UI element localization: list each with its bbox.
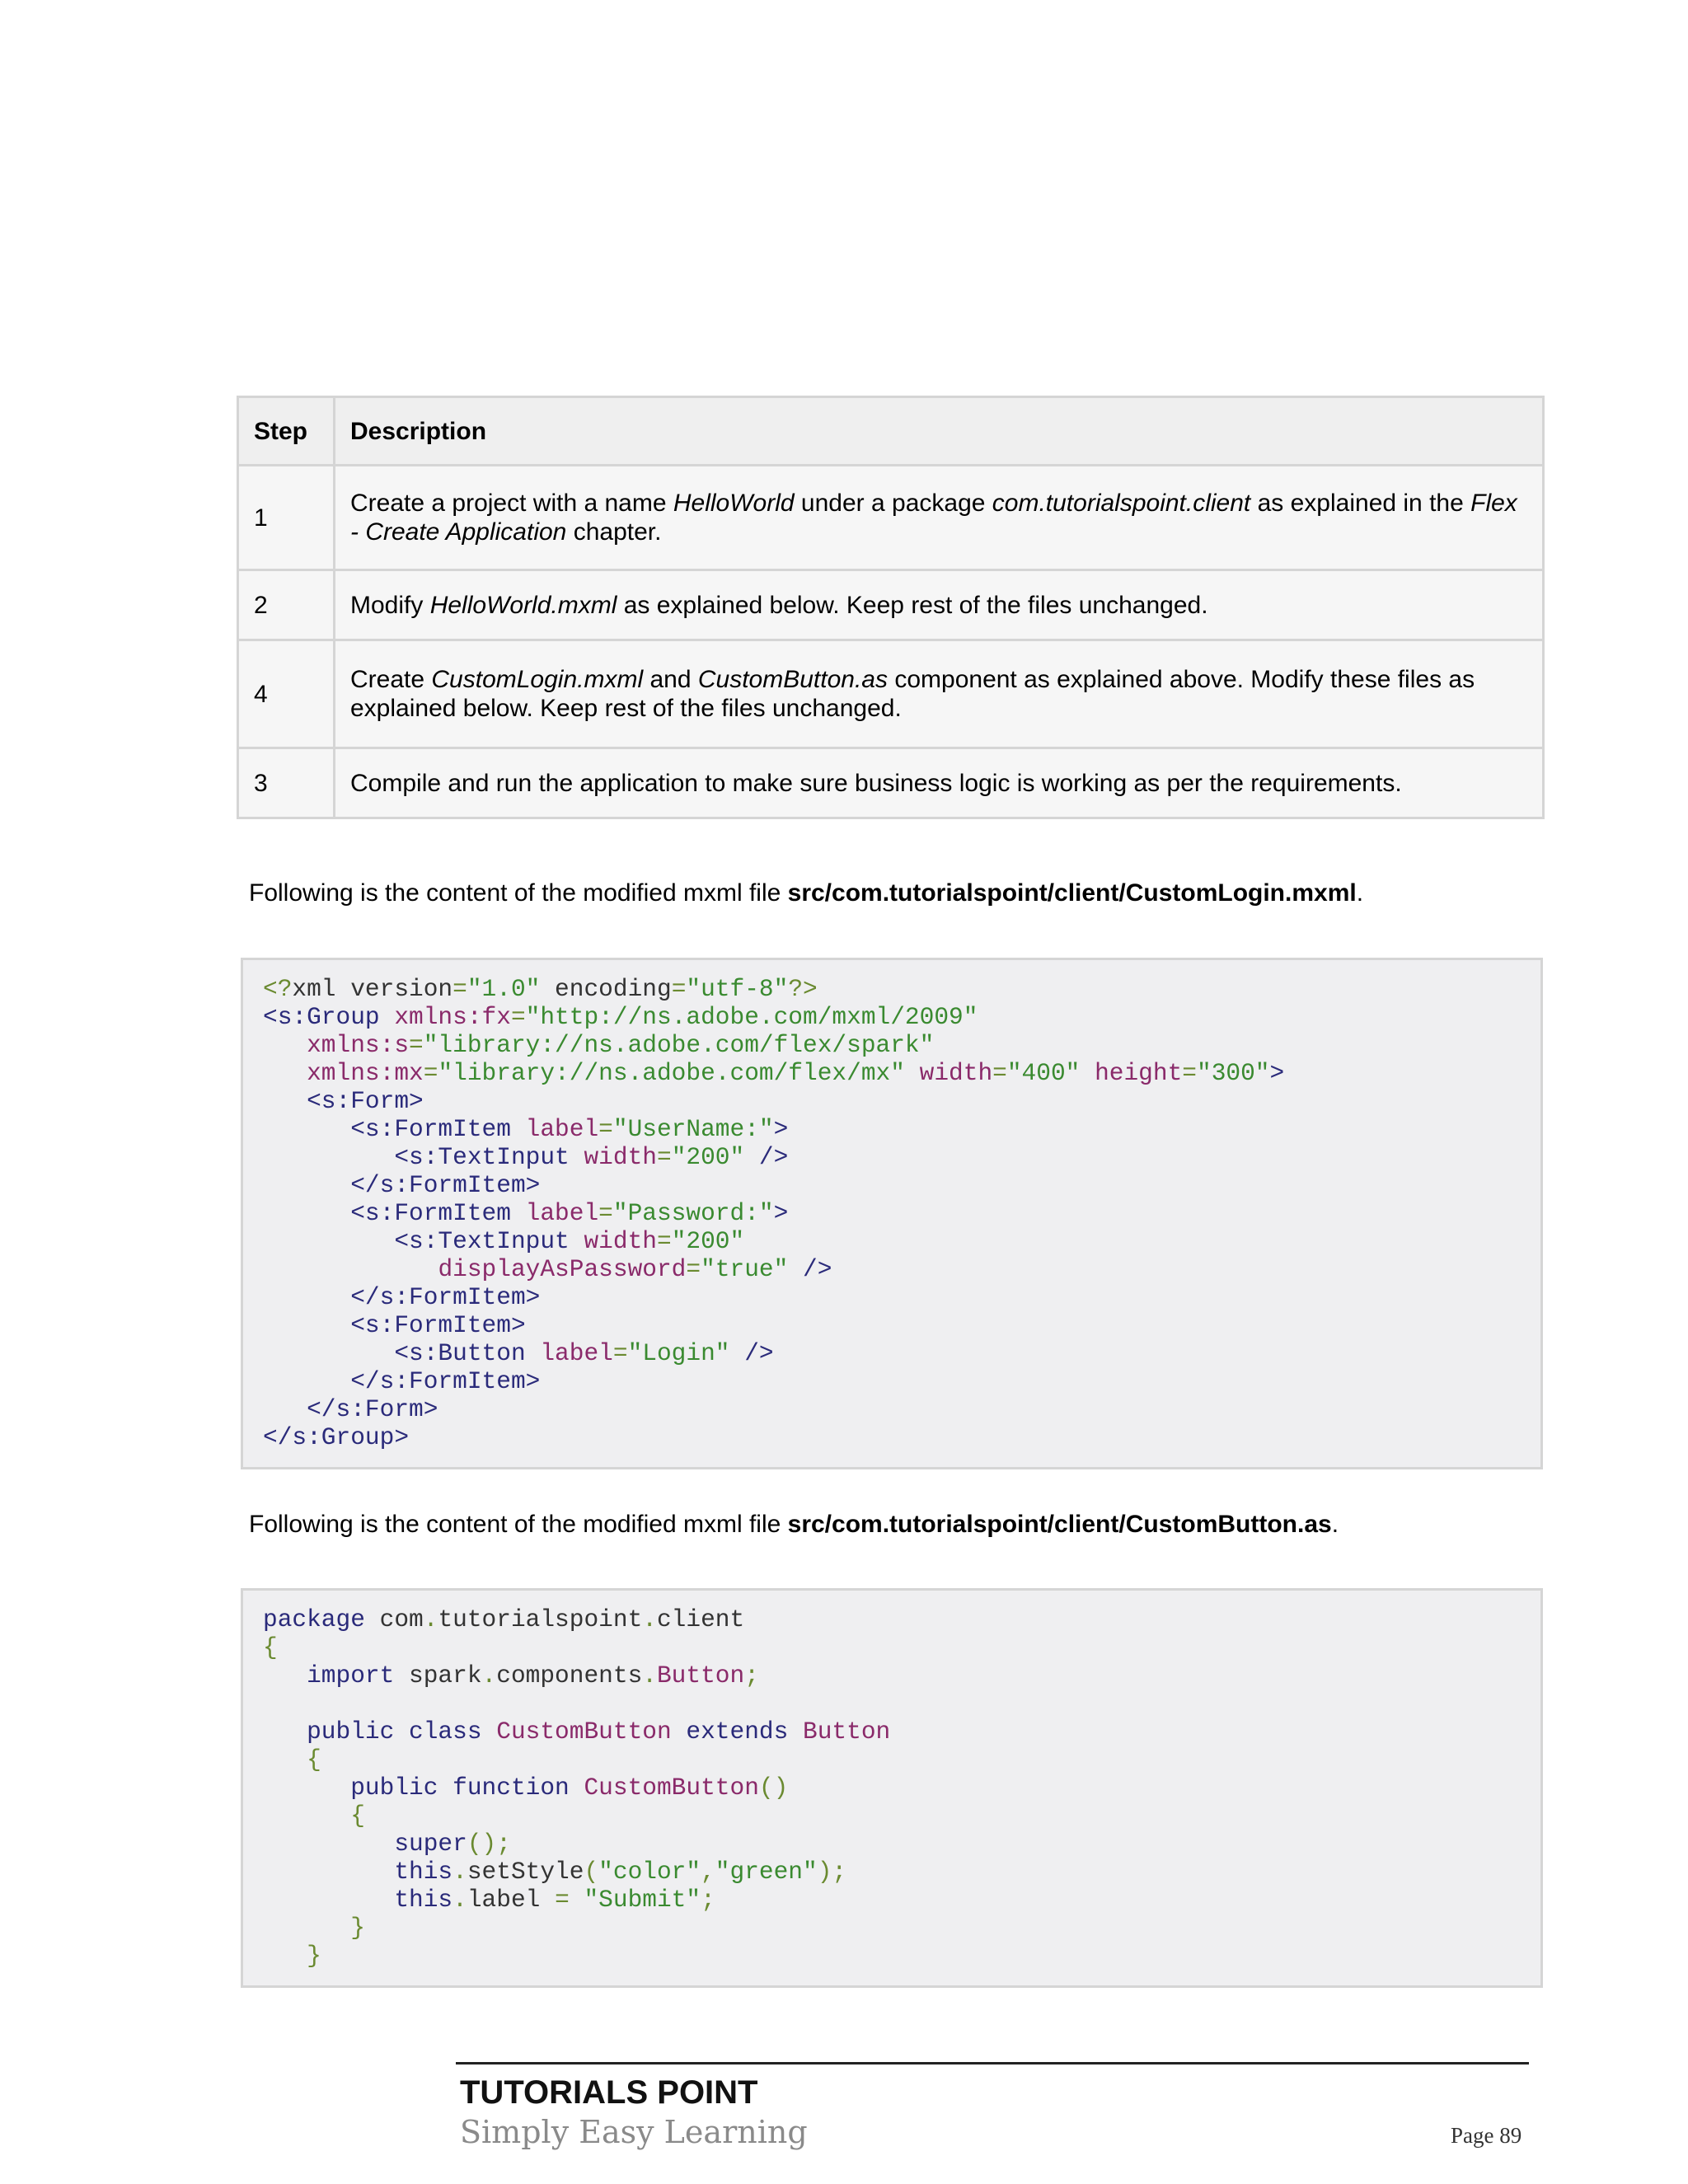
code-line: import spark.components.Button;	[307, 1661, 759, 1690]
code-line: public class CustomButton extends Button	[307, 1718, 891, 1746]
text-run: Compile and run the application to make sure business logic is working as per the requirements.	[350, 769, 1402, 797]
text-run: and	[643, 666, 698, 693]
text-run: as explained below. Keep rest of the files unchanged.	[617, 591, 1208, 619]
code-line: </s:FormItem>	[350, 1367, 541, 1395]
table-row	[238, 748, 1544, 818]
code-line: this.setStyle("color","green");	[394, 1858, 847, 1886]
step-description	[335, 640, 1544, 748]
header-description: Description	[335, 397, 1544, 466]
step-number: 3	[238, 748, 335, 818]
code-line: {	[350, 1802, 365, 1830]
custombutton-code-block	[241, 1588, 1543, 1988]
text-run: Create	[350, 666, 432, 693]
code-line: displayAsPassword="true" />	[438, 1255, 832, 1283]
footer-brand: TUTORIALS POINT	[460, 2074, 758, 2111]
code-line: <s:Form>	[307, 1087, 424, 1115]
table-row	[238, 640, 1544, 748]
code-line: <s:FormItem>	[350, 1311, 526, 1339]
italic-term: HelloWorld.mxml	[429, 591, 617, 619]
code-line: {	[307, 1746, 321, 1774]
code-line: </s:FormItem>	[350, 1283, 541, 1311]
italic-term: HelloWorld	[673, 490, 795, 517]
code-line: <?xml version="1.0" encoding="utf-8"?>	[263, 975, 818, 1003]
footer-rule	[456, 2062, 1529, 2064]
file-path: src/com.tutorialspoint/client/CustomButton.as	[787, 1511, 1332, 1538]
code-line: }	[307, 1942, 321, 1970]
intro-end: .	[1331, 1511, 1339, 1538]
table-row	[238, 570, 1544, 640]
step-number: 4	[238, 640, 335, 748]
code-line: this.label = "Submit";	[394, 1886, 715, 1914]
text-run: under a package	[794, 490, 992, 517]
code-line: </s:FormItem>	[350, 1171, 541, 1199]
file-path: src/com.tutorialspoint/client/CustomLogin.mxml	[787, 879, 1357, 907]
table-header-row	[238, 397, 1544, 466]
page-number: Page 89	[1451, 2123, 1522, 2148]
step-description	[335, 748, 1544, 818]
code-line: {	[263, 1633, 278, 1661]
code-line: public function CustomButton()	[350, 1774, 789, 1802]
code-line: package com.tutorialspoint.client	[263, 1605, 745, 1633]
step-number: 1	[238, 466, 335, 570]
intro-text: Following is the content of the modified mxml file	[249, 1511, 788, 1538]
code-line: <s:Button label="Login" />	[394, 1339, 774, 1367]
code-line: xmlns:s="library://ns.adobe.com/flex/spark"	[307, 1031, 935, 1059]
footer-tagline: Simply Easy Learning	[460, 2114, 808, 2150]
intro-end: .	[1356, 879, 1364, 907]
code-line: }	[350, 1914, 365, 1942]
code-line: <s:FormItem label="Password:">	[350, 1199, 789, 1227]
customlogin-code-block	[241, 958, 1543, 1469]
text-run: as explained in the	[1250, 490, 1471, 517]
table-row	[238, 466, 1544, 570]
step-number: 2	[238, 570, 335, 640]
step-description	[335, 466, 1544, 570]
italic-term: CustomButton.as	[697, 666, 888, 693]
italic-term: com.tutorialspoint.client	[992, 490, 1251, 517]
intro-text: Following is the content of the modified mxml file	[249, 879, 788, 907]
text-run: component as explained above. Modify these files as explained below. Keep rest of the files unchanged.	[350, 666, 1475, 722]
text-run: Create a project with a name	[350, 490, 673, 517]
custombutton-intro	[249, 1510, 1339, 1540]
code-line: xmlns:mx="library://ns.adobe.com/flex/mx" width="400" height="300">	[307, 1059, 1285, 1087]
code-line: <s:FormItem label="UserName:">	[350, 1115, 789, 1143]
italic-term: Flex - Create Application	[350, 490, 1517, 546]
code-line: <s:Group xmlns:fx="http://ns.adobe.com/mxml/2009"	[263, 1003, 978, 1031]
italic-term: CustomLogin.mxml	[431, 666, 644, 693]
text-run: Modify	[350, 591, 430, 619]
code-line: <s:TextInput width="200" />	[394, 1143, 789, 1171]
steps-table	[237, 396, 1545, 819]
header-step: Step	[238, 397, 335, 466]
code-line: </s:Group>	[263, 1423, 410, 1451]
code-line: <s:TextInput width="200"	[394, 1227, 745, 1255]
code-line: </s:Form>	[307, 1395, 438, 1423]
code-line: super();	[394, 1830, 511, 1858]
text-run: chapter.	[566, 518, 662, 546]
customlogin-intro	[249, 879, 1363, 908]
step-description	[335, 570, 1544, 640]
